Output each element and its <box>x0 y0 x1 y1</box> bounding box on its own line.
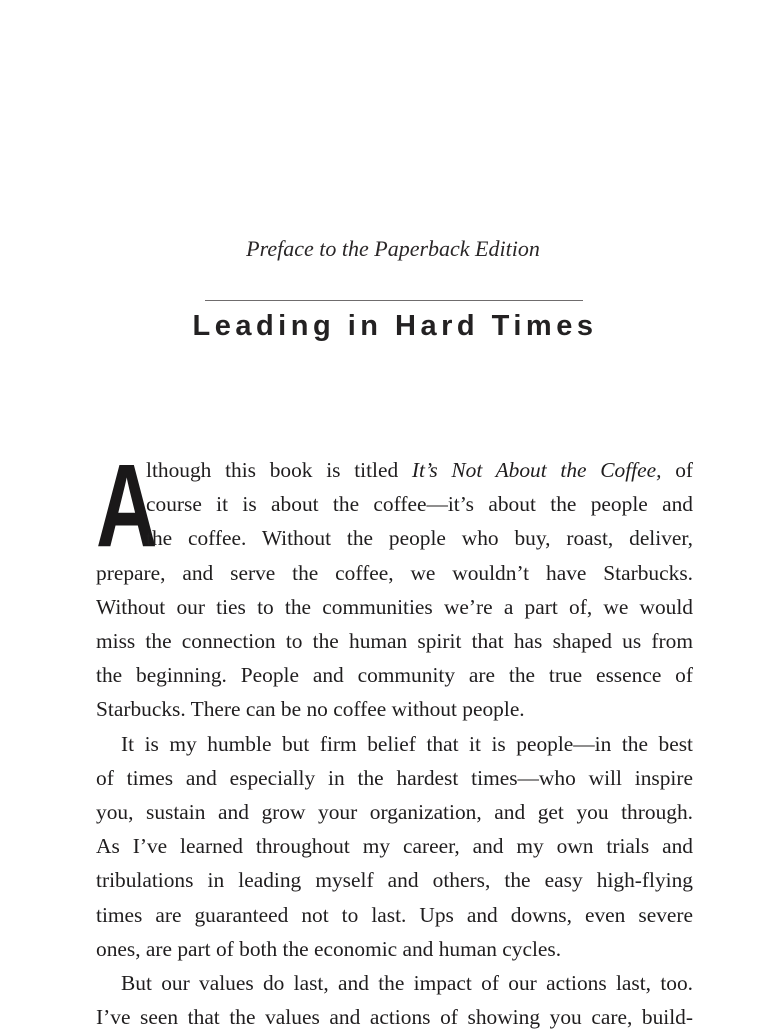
body-line: the beginning. People and community are the true essence of <box>96 663 693 688</box>
title-divider <box>205 300 583 301</box>
body-line: course it is about the coffee—it’s about the people and <box>146 492 693 517</box>
body-line: tribulations in leading myself and others, the easy high-flying <box>96 868 693 893</box>
body-line: As I’ve learned throughout my career, and my own trials and <box>96 834 693 859</box>
body-line: Starbucks. There can be no coffee without people. <box>96 697 525 722</box>
body-line: the coffee. Without the people who buy, roast, deliver, <box>146 526 693 551</box>
body-line: times are guaranteed not to last. Ups and downs, even severe <box>96 902 693 927</box>
body-text <box>96 440 694 1034</box>
preface-edition-label: Preface to the Paperback Edition <box>246 236 540 261</box>
body-line: ones, are part of both the economic and human cycles. <box>96 936 562 961</box>
body-line: But our values do last, and the impact of our actions last, too. <box>121 971 693 996</box>
body-line: It is my humble but firm belief that it is people—in the best <box>121 731 693 756</box>
chapter-title: Leading in Hard Times <box>192 310 598 342</box>
body-line: I’ve seen that the values and actions of showing you care, build- <box>96 1005 693 1030</box>
body-line: Without our ties to the communities we’re a part of, we would <box>96 594 693 619</box>
body-line: prepare, and serve the coffee, we wouldn’t have Starbucks. <box>96 560 693 585</box>
body-line: miss the connection to the human spirit that has shaped us from <box>96 629 693 654</box>
body-line: of times and especially in the hardest times—who will inspire <box>96 765 693 790</box>
body-line: you, sustain and grow your organization, and get you through. <box>96 800 693 825</box>
drop-cap: A <box>96 440 158 572</box>
body-line: lthough this book is titled It’s Not About the Coffee, of <box>146 458 694 482</box>
